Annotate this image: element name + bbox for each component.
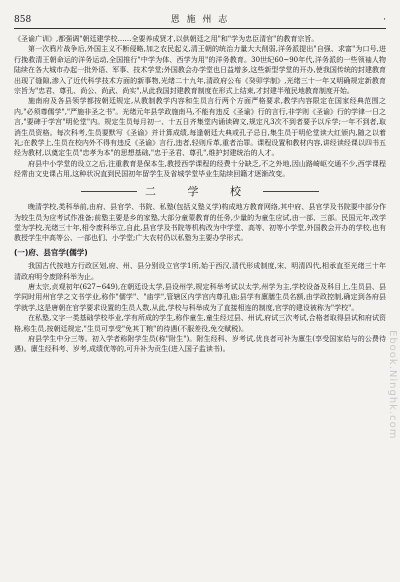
section-heading	[14, 184, 386, 198]
section-title-text: 二 学 校	[145, 184, 255, 198]
paragraph: 我国古代按地方行政区划,府、州、县分别设立官学1所,始于西汉,清代形成制度,宋、明清四代,相承直至光绪三十年清政府明令废除科举为止。	[14, 262, 386, 281]
watermark-text: Ebook.Ninghk.com	[387, 330, 398, 440]
header-rule	[14, 28, 386, 29]
paragraph: 在私塾,文字一类基础学校毕业,学有所成的学生,称作童生,童生经过县、州试,府试三次考试,合格者取得县试和府试资格,称生员,按朝廷规定,"生员可享受"免其丁粮"的待遇(不服差役,免交赋税)。	[14, 314, 386, 333]
paragraph: 第一次鸦片战争后,外国主义不断侵略,加之农民起义,清王朝的统治力量大大削弱,洋务派提出"自强、求富"为口号,进行挽救清王朝命运的洋务运动,全国推行"中学为体、西学为用"的洋务教育。30世纪60~90年代,洋务派的一些领袖人物陆续在各大城市办起一批外语、军事、技术学堂;外国教会办学堂也日益增多,这些新型学堂的开办,使我国传统的封建教育出现了缝隙,渗入了近代科学技术方面的新事物,光绪二十九年,清政府公布《癸卯学制》,光绪三十一年又明确规定新教育宗旨为"忠君、尊孔、尚公、尚武、尚实",从此我国封建教育制度在形式上结束,才封建半殖民地教育制度开始。	[14, 45, 386, 96]
paragraph: 《圣谕广训》,都强调"朝廷建学校……全要养成贤才,以供朝廷之用"和"学为忠臣清官"的教育宗旨。	[14, 35, 319, 43]
paragraph: 唐太宗,贞观初年(627~649),在朝廷设太学,县设州学,规定科举考试以太学,州学为主,学校设备及科目上,生员县、县学同时用州官学之文书学业,称作"儒学"、"庙学",管辖区内学宫内尊孔庙;县学有廪膳生员名额,由学政控制,确定到各府县学就学,这是唐朝在官学要求设置的生员人数,从此,学校与科举成为了直接相连的制度,官学的建设被称为"学校"。	[14, 282, 386, 312]
paragraph: 府县学生中分三等。初入学者称附学生员(称"附生")。附生经科、岁考试,优良者可补为廪生(享受国家给与的公费待遇)。廪生经科考、岁考,成绩优等的,可升补为贡生(进入国子监读书)。	[14, 334, 386, 354]
paragraph: 府县中小学堂的设立之后,注重教育是保本生,教授西学课程的经费十分缺乏,不之外地,因山路崎岖交通不少,西学课程经常由文史课占用,这种状况直到民国初年留学生及省城学堂毕业生陆续回籍才逐渐改变。	[14, 159, 386, 179]
subsection-heading: (一)府、县官学(儒学)	[14, 247, 88, 257]
heading-rule-left	[81, 191, 137, 192]
paragraph: 晚清学校,类科举前,由府、县官学、书院、私塾(包括义塾义学)构成地方教育网络,其中府、县官学及书院要中部分作为较生员为应考试作准备;前塾主要是乡的家塾,大部分童蒙教育的任务,少量的为童生应试,由一部、三部。民国元年,改学堂为学校,光绪三十年,相令废科举立,自此,县官学及书院等机构改为中学堂、高等、初等小学堂,外国教会开办的学校,也有教授学生中高等公、一部也们、小学堂;广大农村仍以私塾为主要办学形式。	[14, 203, 386, 243]
page-number: 858	[14, 15, 32, 25]
book-title: 恩 施 州 志	[170, 15, 230, 25]
heading-rule-right	[263, 191, 319, 192]
header-mark: ·	[383, 15, 386, 25]
page-header	[14, 12, 386, 28]
page-body	[14, 34, 386, 574]
paragraph: 施南府及各县领学都按朝廷规定,从教制教学内容和生员言行两个方面严格要求,教学内容限定在国家经典范围之内,"必须尊儒学","严施非圣之书"。光绪元年县学政施南马,不能有违反《圣谕》行的言行,非学则《圣谕》行的学律一日之言,"要碑于学宫"明伦堂"内。规定生员每月初一、十五日齐集堂内诵读碑文,规定凡3次不到者要予以斥学;一年不到者,取消生员资格。每次科考,生员要默写《圣谕》并计算成绩,每逢朝廷大典或孔子忌日,集生员于明伦堂读大红颁内,随之以着礼;在教学上,生员在校内外不得有违反《圣谕》言行,违者,轻则斥革,重者治罪。课程设置和教材内容,讲经读经课以四书五经为教材,以奠定生员"忠孝为本"的思想基础,"忠于圣君、尊孔",维护封建统治的人才。	[14, 97, 386, 158]
